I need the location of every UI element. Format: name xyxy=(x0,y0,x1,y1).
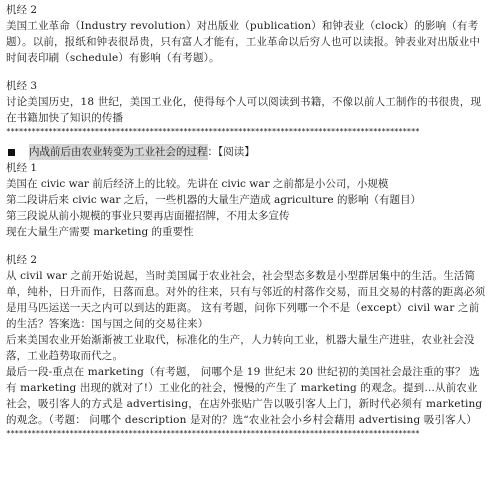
section-title-highlight: 内战前后由农业转变为工业社会的过程 xyxy=(29,146,208,158)
section-label: 机经 2 xyxy=(6,254,38,266)
text-line: 美国在 civic war 前后经济上的比较。先讲在 civic war 之前都是小公司，小规模 xyxy=(6,178,389,190)
paragraph: 讨论美国历史，18 世纪，美国工业化，使得每个人可以阅读到书籍，不像以前人工制作的书很贵，现在书籍加快了知识的传播 xyxy=(6,96,482,124)
paragraph: 最后一段-重点在 marketing（有考题， 问哪个是 19 世纪末 20 世纪初的美国社会最注重的事？ 选有 marketing 出现的就对了!）工业化的社会，慢慢的产生了 marketing 的观念。提到…从前农业社会，吸引客人的方式是 advertising，在店外张贴广告以吸引客人上门，新时代必须有 marketing 的观念。（考题： 问哪个 description 是对的？选“农业社会小乡村会藉用 advertising 吸引客人） xyxy=(6,366,483,426)
section-label: 机经 3 xyxy=(6,80,38,92)
text-line: 第二段讲后来 civic war 之后，一些机器的大量生产造成 agriculture 的影响（有题目） xyxy=(6,194,421,206)
paragraph: 后来美国农业开始渐渐被工业取代，标准化的生产，人力转向工业，机器大量生产进驻，农业社会没落，工业趋势取而代之。 xyxy=(6,334,475,362)
text-line: 第三段说从前小规模的事业只要再店面擢招牌，不用太多宣传 xyxy=(6,210,290,222)
text-line: 现在大量生产需要 marketing 的重要性 xyxy=(6,226,194,238)
section-heading xyxy=(6,144,486,160)
paragraph: 美国工业革命（Industry revolution）对出版业（publication）和钟表业（clock）的影响（有考题）。以前，报纸和钟表很昂贵，只有富人才能有，工业革命以后穷人也可以读报。钟表业对出版业中时间表印刷（schedule）有影响（有考题）。 xyxy=(6,20,480,64)
paragraph: 从 civil war 之前开始说起，当时美国属于农业社会，社会型态多数是小型群居集中的生活。生活简单，纯朴，日升而作，日落而息。对外的往来，只有与邻近的村落作交易，而且交易的村落的距离必须是用马匹运送一天之内可以到达的距离。 这有考题，问你下列哪一个不是（except）civil war 之前的生活？答案选：国与国之间的交易往来） xyxy=(6,270,486,330)
divider-stars: ************************************************************************************************** xyxy=(6,127,420,136)
square-bullet-icon xyxy=(8,149,15,156)
divider-stars: ************************************************************************************************** xyxy=(6,429,420,438)
document-page xyxy=(6,2,486,440)
section-label: 机经 1 xyxy=(6,162,38,174)
section-label: 机经 2 xyxy=(6,4,38,16)
section-title-tail: ：【阅读】 xyxy=(207,146,255,158)
